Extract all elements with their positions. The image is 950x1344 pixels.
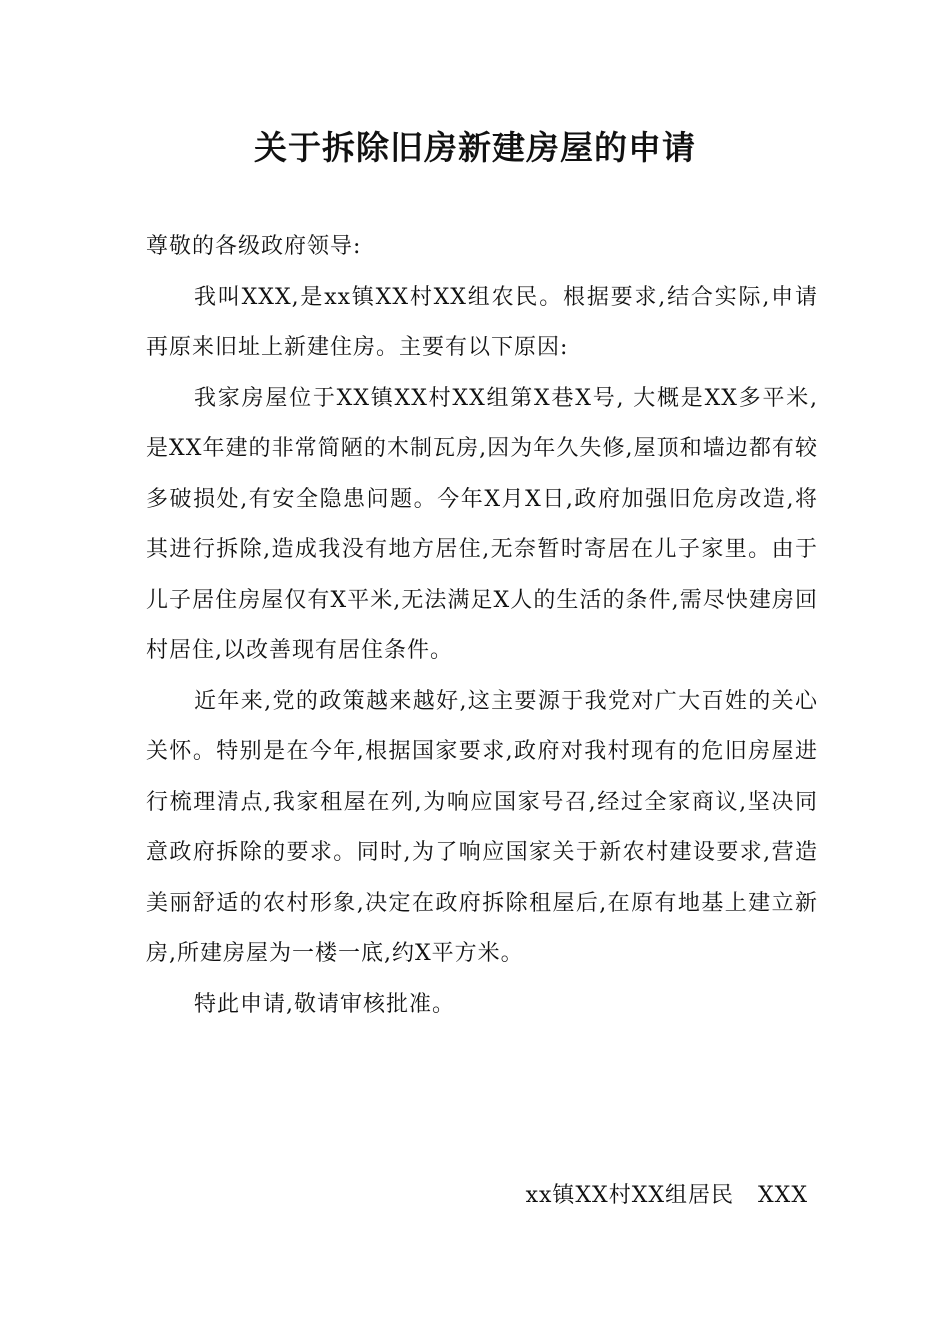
paragraph-closing: 特此申请,敬请审核批准。 bbox=[194, 991, 455, 1017]
document-body bbox=[146, 222, 818, 1030]
paragraph-policy: 近年来,党的政策越来越好,这主要源于我党对广大百姓的关心关怀。特别是在今年,根据国家要求,政府对我村现有的危旧房屋进行梳理清点,我家租屋在列,为响应国家号召,经过全家商议,坚决同意政府拆除的要求。同时,为了响应国家关于新农村建设要求,营造美丽舒适的农村形象,决定在政府拆除租屋后,在原有地基上建立新房,所建房屋为一楼一底,约X平方米。 bbox=[146, 688, 818, 966]
salutation: 尊敬的各级政府领导: bbox=[146, 234, 362, 259]
paragraph-intro: 我叫XXX,是xx镇XX村XX组农民。根据要求,结合实际,申请再原来旧址上新建住房。主要有以下原因: bbox=[146, 284, 818, 360]
signature: xx镇XX村XX组居民 XXX bbox=[525, 1183, 808, 1208]
document-title: 关于拆除旧房新建房屋的申请 bbox=[254, 128, 696, 167]
paragraph-reasons: 我家房屋位于XX镇XX村XX组第X巷X号, 大概是XX多平米,是XX年建的非常简陋的木制瓦房,因为年久失修,屋顶和墙边都有较多破损处,有安全隐患问题。今年X月X日,政府加强旧危房改造,将其进行拆除,造成我没有地方居住,无奈暂时寄居在儿子家里。由于儿子居住房屋仅有X平米,无法满足X人的生活的条件,需尽快建房回村居住,以改善现有居住条件。 bbox=[146, 385, 818, 663]
